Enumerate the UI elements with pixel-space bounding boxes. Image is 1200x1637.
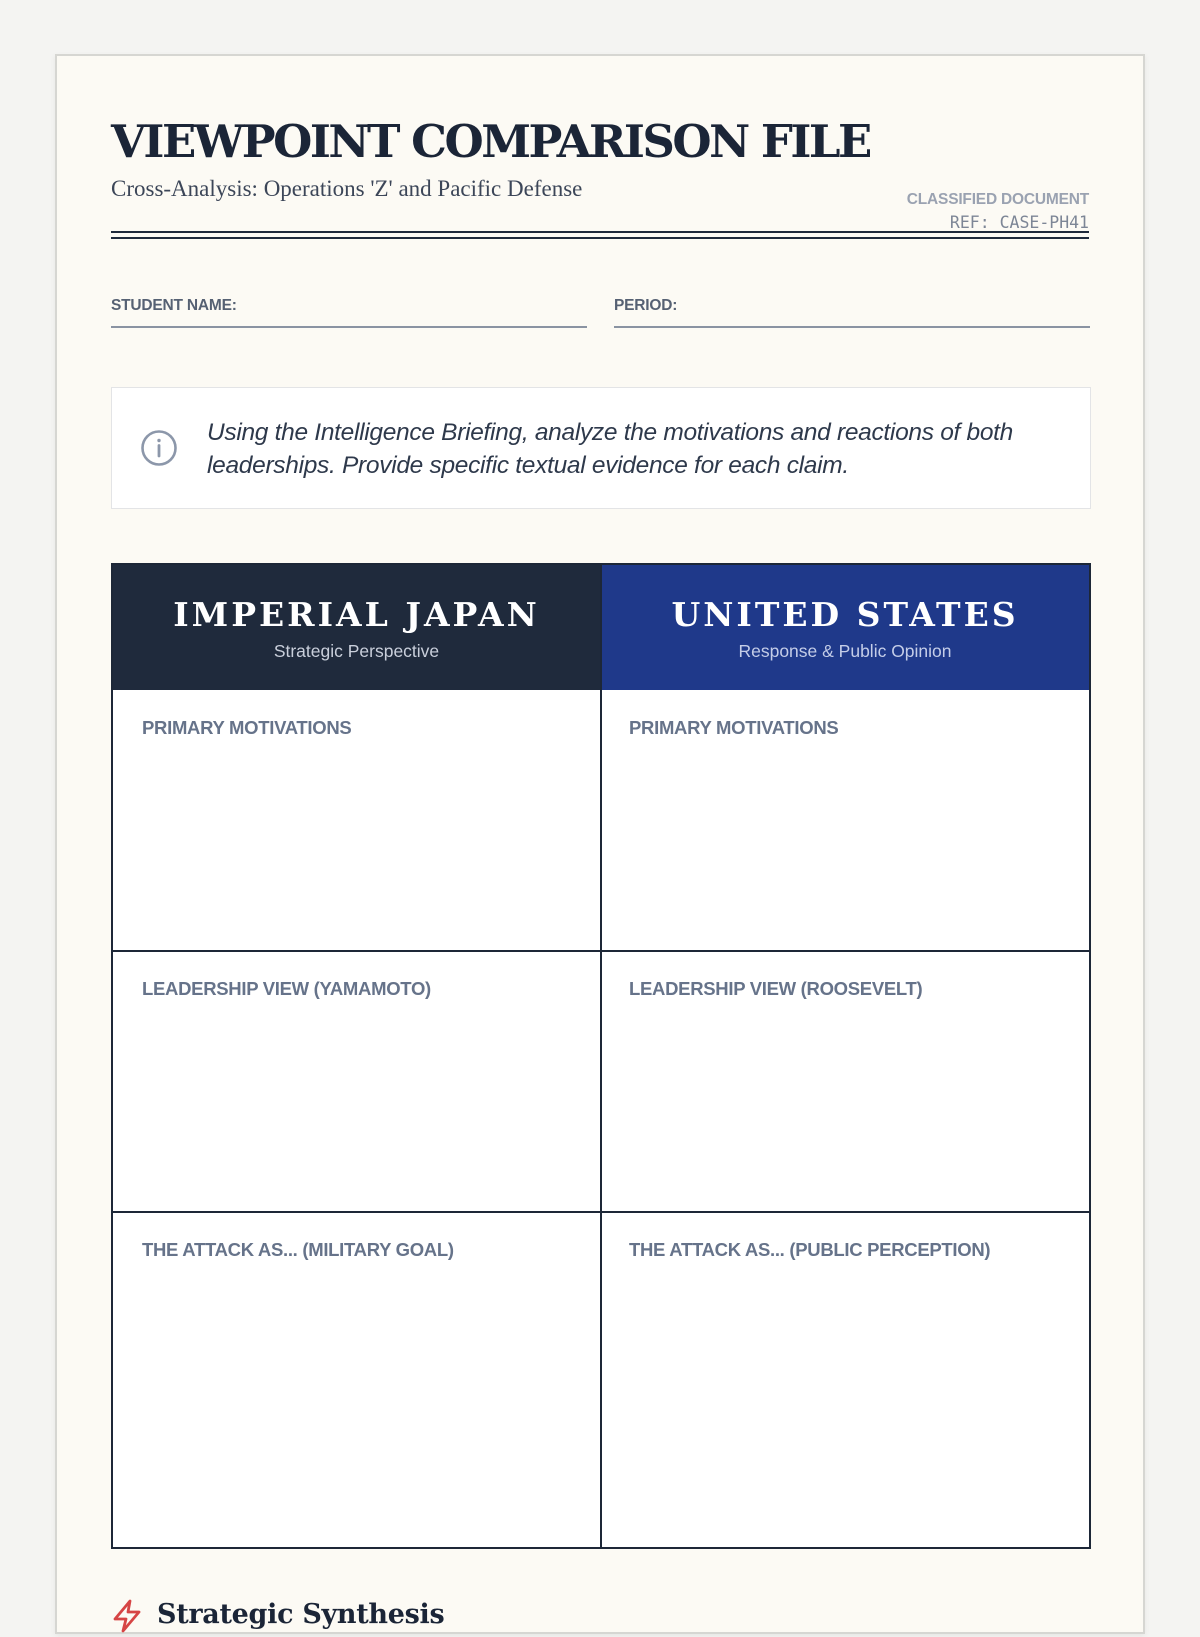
us-motivations-label: PRIMARY MOTIVATIONS [629,717,839,738]
us-attack-answer[interactable] [602,1270,1088,1540]
japan-leadership-label: LEADERSHIP VIEW (YAMAMOTO) [142,978,431,999]
row-divider [113,1211,1089,1213]
row-divider [113,950,1089,952]
comparison-table [111,563,1091,1549]
instruction-text: Using the Intelligence Briefing, analyze the motivations and reactions of both leaderships. Provide specific textual evidence for each claim. [207,419,1014,479]
japan-attack-label: THE ATTACK AS... (MILITARY GOAL) [142,1239,454,1260]
us-leadership-answer[interactable] [602,1009,1088,1209]
page-title: VIEWPOINT COMPARISON FILE [111,115,870,168]
japan-leadership-answer[interactable] [113,1009,599,1209]
us-column-subtitle: Response & Public Opinion [738,641,952,661]
worksheet-page [55,54,1145,1634]
japan-column-subtitle: Strategic Perspective [273,641,440,661]
instruction-box [111,387,1091,509]
japan-column-header [113,565,600,690]
us-motivations-answer[interactable] [602,748,1088,948]
period-field[interactable] [614,296,1090,328]
header-divider [111,231,1089,239]
classification-label: CLASSIFIED DOCUMENT [906,191,1089,208]
us-column-header [601,565,1089,690]
us-attack-label: THE ATTACK AS... (PUBLIC PERCEPTION) [629,1239,991,1260]
reference-code: REF: CASE-PH41 [949,213,1089,232]
student-name-label: STUDENT NAME: [111,297,237,314]
student-name-field[interactable] [111,296,587,328]
info-circle-icon [140,429,178,467]
japan-motivations-answer[interactable] [113,748,599,948]
japan-column-title: IMPERIAL JAPAN [173,595,540,634]
document-header [111,112,1089,232]
lightning-bolt-icon [111,1599,143,1633]
page-subtitle: Cross-Analysis: Operations 'Z' and Pacific Defense [111,176,583,201]
period-label: PERIOD: [614,297,678,314]
synthesis-title: Strategic Synthesis [157,1599,445,1630]
japan-motivations-label: PRIMARY MOTIVATIONS [142,717,352,738]
japan-attack-answer[interactable] [113,1270,599,1540]
us-leadership-label: LEADERSHIP VIEW (ROOSEVELT) [629,978,923,999]
us-column-title: UNITED STATES [671,595,1019,634]
